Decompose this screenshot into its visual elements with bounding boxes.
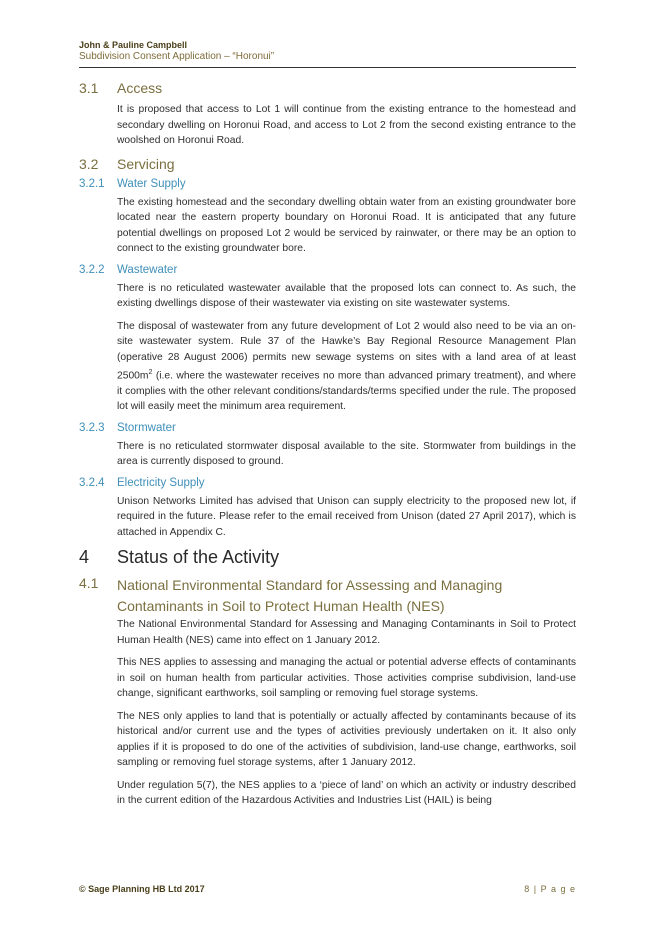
heading-3-2-1	[79, 178, 576, 195]
header-divider	[79, 67, 576, 68]
paragraph-text: The disposal of wastewater from any future development of Lot 2 would also need to be via an on-site wastewater system. Rule 37 of the Hawke’s Bay Regional Resource Management Plan (operative 28 August 2006) permits new sewage systems on sites with a land area of at least 2500m	[117, 320, 576, 382]
heading-number: 3.2	[79, 155, 99, 172]
heading-number: 3.2.2	[79, 263, 105, 276]
heading-title: Water Supply	[117, 177, 186, 190]
heading-3-2	[79, 156, 576, 178]
paragraph-text: (i.e. where the wastewater receives no more than advanced primary treatment), and where it complies with the other relevant conditions/standards/terms specified under the rule. The proposed lot will easily meet the minimum area requirement.	[117, 370, 576, 413]
heading-number: 4.1	[79, 575, 99, 592]
heading-title: National Environmental Standard for Assessing and Managing Contaminants in Soil to Protect Human Health (NES)	[117, 577, 503, 615]
heading-number: 4	[79, 547, 90, 568]
heading-4	[79, 547, 576, 573]
heading-4-1	[79, 575, 576, 617]
heading-number: 3.2.1	[79, 177, 105, 190]
heading-number: 3.1	[79, 80, 99, 96]
heading-title: Wastewater	[117, 263, 178, 276]
heading-title: Access	[117, 80, 163, 96]
heading-title: Status of the Activity	[117, 547, 280, 568]
paragraph-wastewater-2	[117, 319, 576, 415]
heading-3-2-3	[79, 422, 576, 439]
heading-3-1	[79, 80, 576, 102]
paragraph-nes-4: Under regulation 5(7), the NES applies to a ‘piece of land’ on which an activity or industry described in the current edition of the Hazardous Activities and Industries List (HAIL) is being	[117, 779, 576, 807]
heading-3-2-4	[79, 477, 576, 494]
header-project-title: Subdivision Consent Application – “Horonui”	[79, 51, 275, 62]
paragraph-wastewater-1: There is no reticulated wastewater available that the proposed lots can connect to. As such, the existing dwellings dispose of their wastewater via existing on site wastewater systems.	[117, 282, 576, 309]
paragraph-water-supply: The existing homestead and the secondary dwelling obtain water from an existing groundwater bore located near the eastern property boundary on Horonui Road. It is anticipated that any future potential dwellings on proposed Lot 2 would be serviced by rainwater, or there may be an option to connect to the existing groundwater bore.	[117, 196, 576, 254]
heading-title: Servicing	[117, 155, 175, 172]
page-footer	[79, 884, 576, 898]
heading-title: Electricity Supply	[117, 476, 205, 489]
paragraph-nes-2: This NES applies to assessing and managing the actual or potential adverse effects of contaminants in soil on human health from particular activities. Those activities comprise subdivision, land-use change, significant earthworks, soil sampling or removing fuel storage systems.	[117, 657, 576, 700]
paragraph-stormwater: There is no reticulated stormwater disposal available to the site. Stormwater from buildings in the area is currently disposed to ground.	[117, 440, 576, 468]
paragraph-nes-1: The National Environmental Standard for Assessing and Managing Contaminants in Soil to Protect Human Health (NES) came into effect on 1 January 2012.	[117, 619, 576, 646]
paragraph-nes-3: The NES only applies to land that is potentially or actually affected by contaminants because of its historical and/or current use and the types of activities previously undertaken on it. It also only applies if it is proposed to do one of the activities of subdivision, land-use change, earthworks, soil sampling or removing fuel storage systems, after 1 January 2012.	[117, 710, 576, 769]
superscript: 2	[148, 369, 153, 376]
header-authors: John & Pauline Campbell	[79, 40, 188, 50]
heading-title: Stormwater	[117, 421, 176, 434]
document-body	[79, 78, 576, 816]
paragraph-electricity: Unison Networks Limited has advised that Unison can supply electricity to the proposed new lot, if required in the future. Please refer to the email received from Unison (dated 27 April 2017), which is attached in Appendix C.	[117, 495, 576, 538]
page-header	[79, 40, 576, 63]
heading-3-2-2	[79, 264, 576, 281]
paragraph-access: It is proposed that access to Lot 1 will continue from the existing entrance to the homestead and secondary dwelling on Horonui Road, and access to Lot 2 from the second existing entrance to the woolshed on Horonui Road.	[117, 104, 576, 146]
footer-page-number: 8 | P a g e	[524, 884, 576, 894]
heading-number: 3.2.3	[79, 421, 105, 434]
footer-copyright: © Sage Planning HB Ltd 2017	[79, 884, 205, 894]
heading-number: 3.2.4	[79, 476, 105, 489]
